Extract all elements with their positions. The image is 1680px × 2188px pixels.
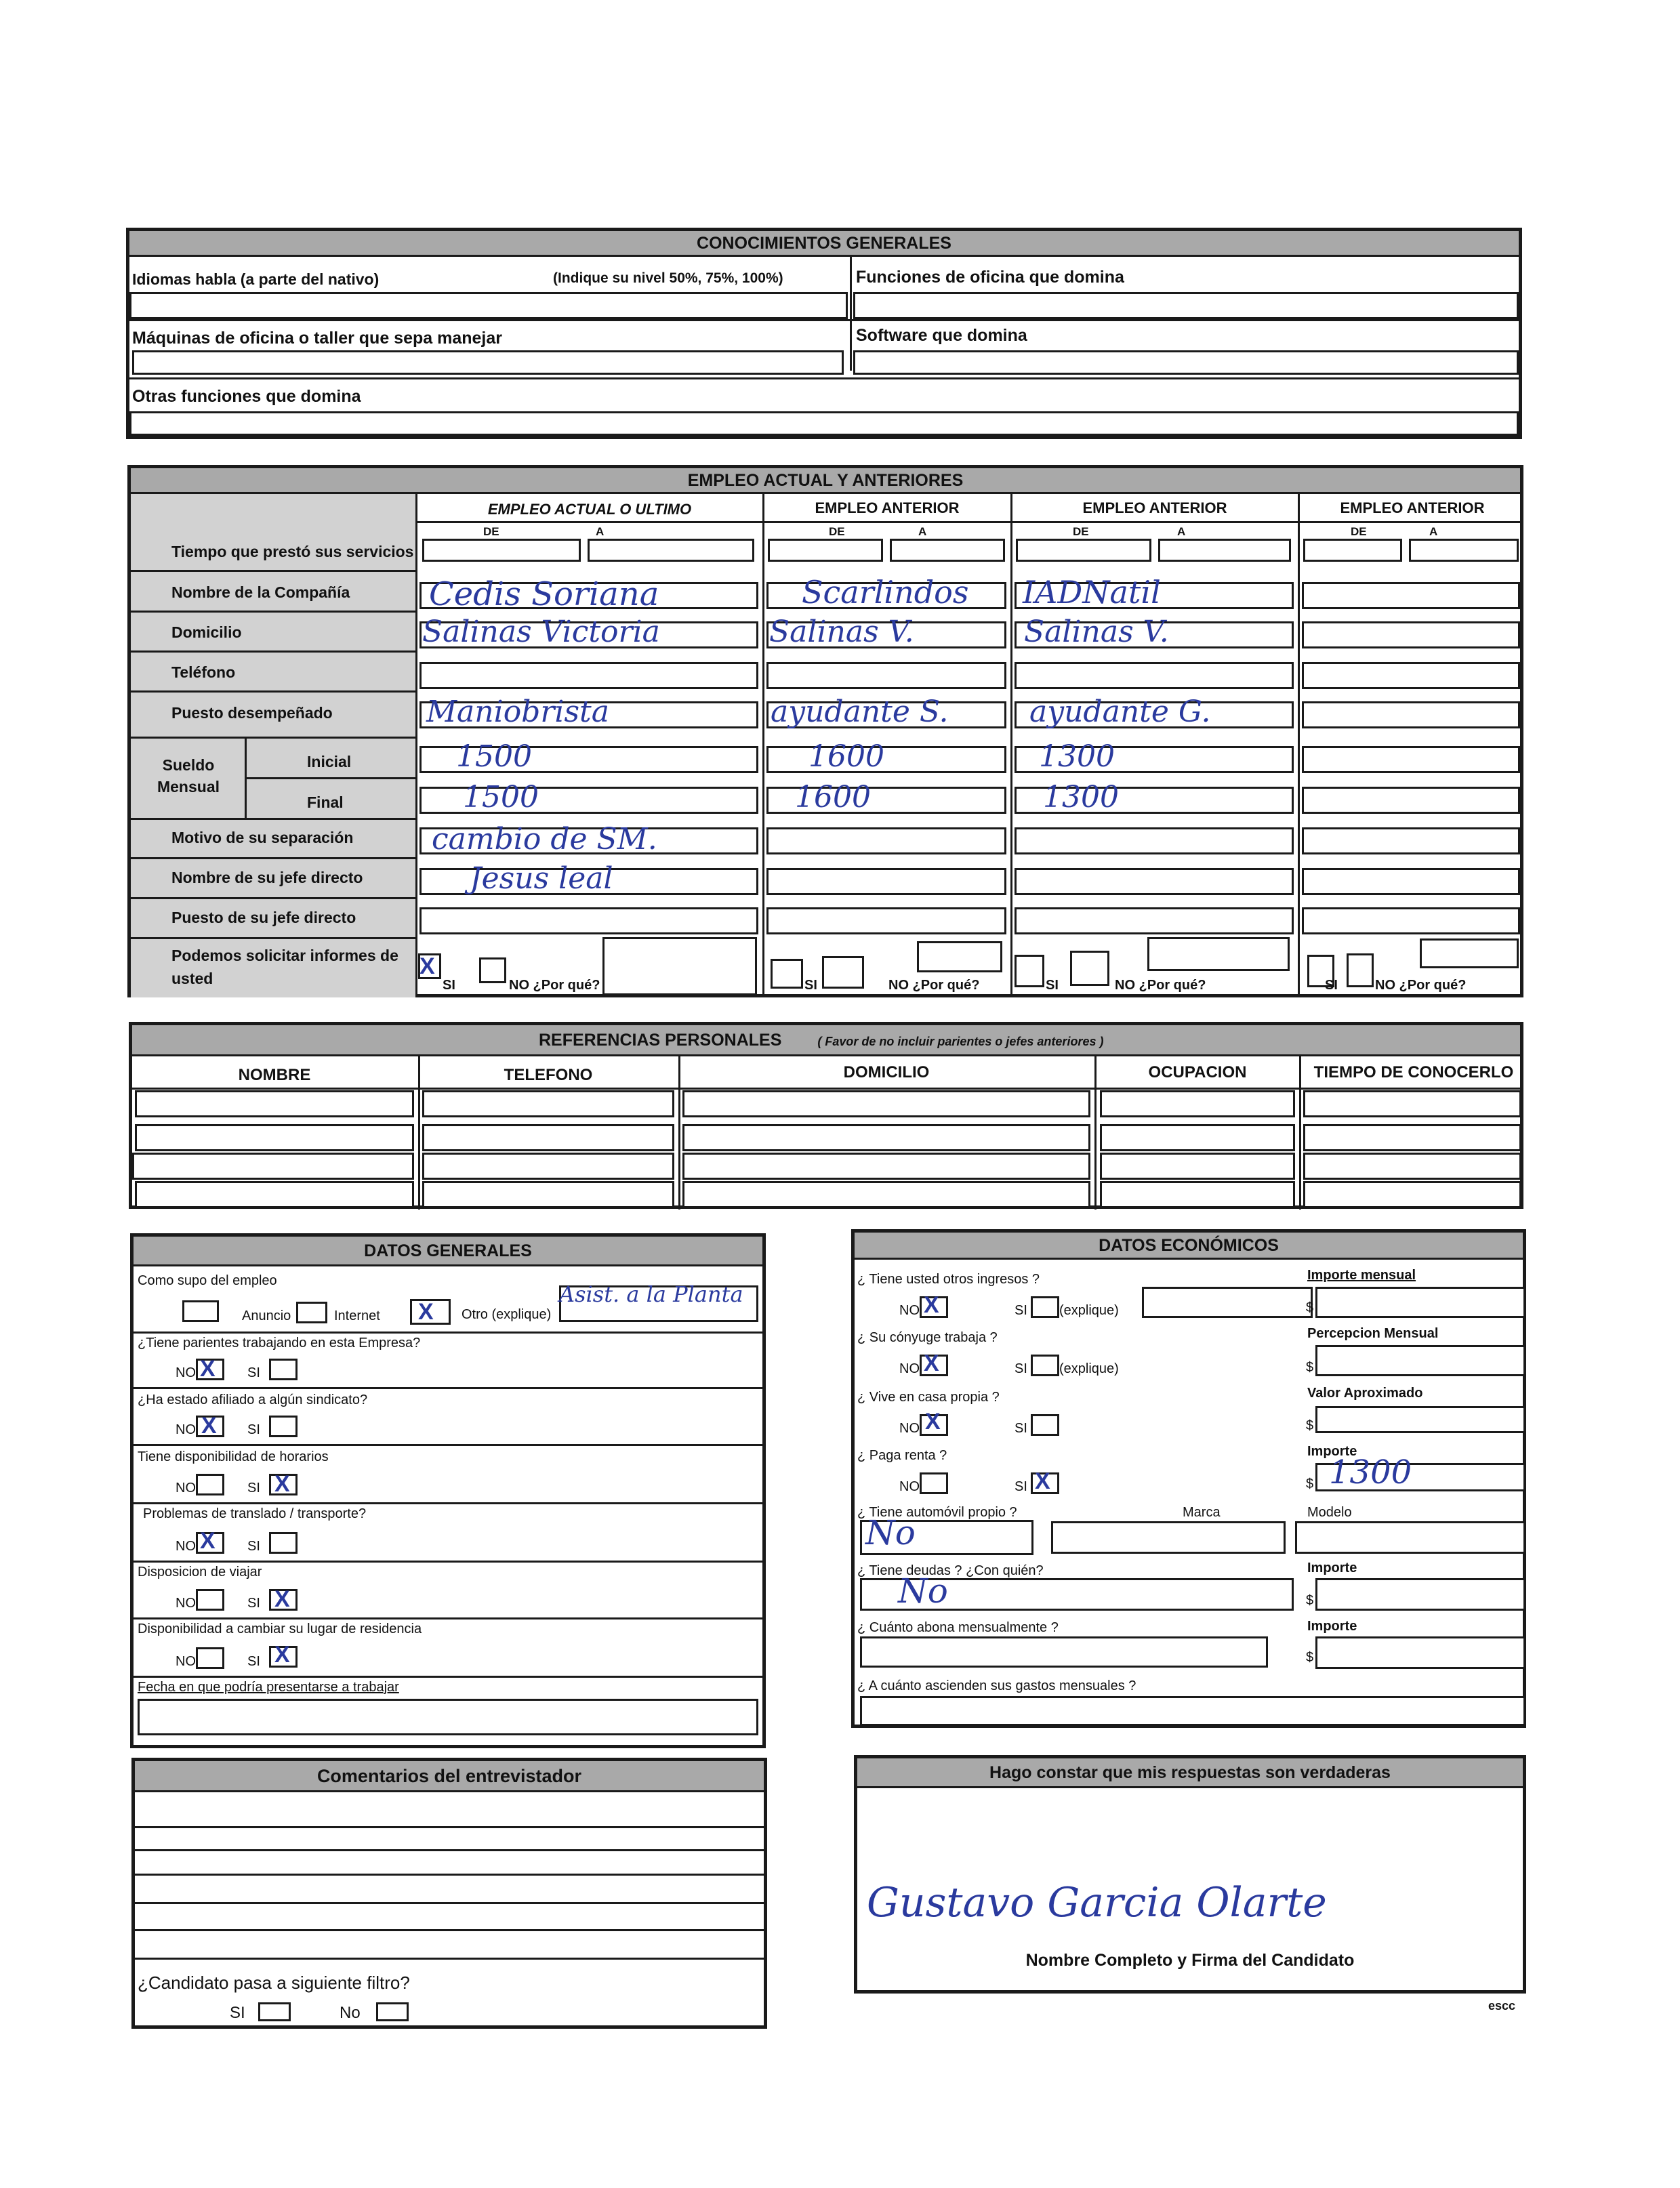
reference-time-field[interactable] xyxy=(1303,1124,1521,1151)
divider xyxy=(850,257,852,371)
dollar-sign: $ xyxy=(1306,1650,1314,1665)
si-label: SI xyxy=(247,1422,260,1437)
software-label: Software que domina xyxy=(856,326,1027,345)
dollar-sign: $ xyxy=(1306,1593,1314,1608)
internet-label: Internet xyxy=(334,1308,380,1323)
abona-field[interactable] xyxy=(860,1636,1268,1668)
inicial-field[interactable] xyxy=(766,746,1006,773)
divider xyxy=(134,1387,762,1389)
divider xyxy=(131,897,415,899)
de-field[interactable] xyxy=(1303,539,1402,562)
reference-name-field[interactable] xyxy=(135,1181,414,1208)
idiomas-field[interactable] xyxy=(129,292,848,319)
check-mark: X xyxy=(201,1413,217,1439)
explique-label: (explique) xyxy=(1059,1303,1119,1318)
no-label: NO xyxy=(899,1303,920,1318)
informes-porque-field[interactable] xyxy=(1420,938,1519,968)
reference-name-field[interactable] xyxy=(135,1124,414,1151)
reference-phone-field[interactable] xyxy=(422,1153,674,1180)
firma-caption: Nombre Completo y Firma del Candidato xyxy=(1025,1951,1355,1970)
reference-occupation-field[interactable] xyxy=(1100,1090,1295,1117)
importe-label: Importe xyxy=(1307,1619,1357,1634)
marca-field[interactable] xyxy=(1051,1521,1286,1554)
reference-occupation-field[interactable] xyxy=(1100,1153,1295,1180)
otras-field[interactable] xyxy=(129,411,1519,436)
viajar-label: Disposicion de viajar xyxy=(138,1565,262,1580)
si-label: SI xyxy=(1015,1361,1027,1376)
percepcion-label: Percepcion Mensual xyxy=(1307,1326,1439,1341)
motivo-value: cambio de SM. xyxy=(432,822,657,856)
inicial-value: 1500 xyxy=(456,739,532,774)
check-mark: X xyxy=(419,953,435,979)
puesto-jefe-field[interactable] xyxy=(1302,907,1520,934)
horarios-label: Tiene disponibilidad de horarios xyxy=(138,1449,329,1464)
no-label: NO xyxy=(176,1539,196,1554)
si-label: SI xyxy=(247,1481,260,1495)
sindicato-label: ¿Ha estado afiliado a algún sindicato? xyxy=(138,1392,368,1407)
inicial-value: 1600 xyxy=(808,739,884,774)
reference-time-field[interactable] xyxy=(1303,1090,1521,1117)
check-mark: X xyxy=(274,1642,290,1668)
sindicato-si-checkbox[interactable] xyxy=(269,1416,298,1437)
domicilio-value: Salinas V. xyxy=(1024,615,1169,649)
jefe-field[interactable] xyxy=(1015,868,1294,895)
fecha-label: Fecha en que podría presentarse a trabajar xyxy=(138,1680,399,1695)
no-label: NO xyxy=(176,1481,196,1495)
telefono-label: Teléfono xyxy=(171,663,236,681)
compania-value: Cedis Soriana xyxy=(429,575,659,613)
telefono-field[interactable] xyxy=(1302,662,1520,689)
divider xyxy=(1010,494,1012,997)
gastos-field[interactable] xyxy=(860,1696,1525,1726)
automovil-value: No xyxy=(865,1513,916,1552)
no-label: NO ¿Por qué? xyxy=(888,978,980,993)
importe-label: Importe xyxy=(1307,1444,1357,1459)
motivo-label: Motivo de su separación xyxy=(171,829,354,846)
divider xyxy=(131,857,415,859)
compania-value: IADNatil xyxy=(1023,574,1161,611)
filtro-question: ¿Candidato pasa a siguiente filtro? xyxy=(138,1973,410,1993)
de-label: DE xyxy=(829,525,845,538)
no-label: NO xyxy=(176,1365,196,1380)
divider xyxy=(1298,494,1300,997)
casa-label: ¿ Vive en casa propia ? xyxy=(857,1390,1000,1405)
divider xyxy=(762,494,764,997)
inicial-value: 1300 xyxy=(1039,739,1115,774)
no-label: NO ¿Por qué? xyxy=(1115,978,1206,993)
reference-time-field[interactable] xyxy=(1303,1153,1521,1180)
informes-no-checkbox[interactable] xyxy=(1347,953,1374,987)
anuncio-label: Anuncio xyxy=(242,1308,291,1323)
referencias-section xyxy=(129,1022,1523,1209)
jefe-label: Nombre de su jefe directo xyxy=(171,869,363,886)
reference-phone-field[interactable] xyxy=(422,1090,674,1117)
divider xyxy=(245,777,415,779)
divider xyxy=(131,651,415,653)
maquinas-field[interactable] xyxy=(132,350,844,375)
check-mark: X xyxy=(200,1356,216,1382)
de-field[interactable] xyxy=(768,539,883,562)
conyuge-si-checkbox[interactable] xyxy=(1031,1355,1059,1376)
renta-label: ¿ Paga renta ? xyxy=(857,1448,947,1463)
abona-label: ¿ Cuánto abona mensualmente ? xyxy=(857,1620,1059,1635)
internet-checkbox[interactable] xyxy=(296,1302,327,1323)
si-label: SI xyxy=(247,1539,260,1554)
final-label: Final xyxy=(307,793,344,811)
fecha-field[interactable] xyxy=(138,1699,758,1735)
ingresos-label: ¿ Tiene usted otros ingresos ? xyxy=(857,1272,1040,1287)
jefe-field[interactable] xyxy=(1302,868,1520,895)
inicial-label: Inicial xyxy=(307,753,352,770)
divider xyxy=(134,1561,762,1563)
filtro-si-checkbox[interactable] xyxy=(258,2002,291,2021)
divider xyxy=(129,377,1519,379)
check-mark: X xyxy=(924,1292,939,1318)
domicilio-value: Salinas V. xyxy=(769,615,914,649)
column-header: DOMICILIO xyxy=(843,1063,930,1081)
final-field[interactable] xyxy=(1302,787,1520,814)
de-label: DE xyxy=(1073,525,1089,538)
puesto-value: Maniobrista xyxy=(426,695,609,729)
deudas-importe-field[interactable] xyxy=(1315,1578,1525,1611)
divider xyxy=(131,937,415,939)
no-label: NO xyxy=(176,1422,196,1437)
informes-si-checkbox[interactable] xyxy=(1015,955,1044,987)
si-label: SI xyxy=(1325,978,1338,993)
importe-mensual-label: Importe mensual xyxy=(1307,1268,1416,1283)
reference-occupation-field[interactable] xyxy=(1100,1181,1295,1208)
parientes-label: ¿Tiene parientes trabajando en esta Empresa? xyxy=(138,1336,421,1350)
column-header: OCUPACION xyxy=(1148,1063,1247,1081)
puesto-jefe-label: Puesto de su jefe directo xyxy=(171,909,356,926)
dollar-sign: $ xyxy=(1306,1300,1314,1315)
casa-si-checkbox[interactable] xyxy=(1031,1414,1059,1436)
conyuge-label: ¿ Su cónyuge trabaja ? xyxy=(857,1330,998,1345)
informes-porque-field[interactable] xyxy=(1147,937,1290,971)
conocimientos-title: CONOCIMIENTOS GENERALES xyxy=(129,231,1519,257)
a-label: A xyxy=(1429,525,1438,538)
explique-label: (explique) xyxy=(1059,1361,1119,1376)
importe-mensual-field[interactable] xyxy=(1315,1287,1525,1318)
otras-label: Otras funciones que domina xyxy=(132,387,361,406)
funciones-label: Funciones de oficina que domina xyxy=(856,268,1124,287)
puesto-jefe-field[interactable] xyxy=(419,907,758,934)
datos-generales-title: DATOS GENERALES xyxy=(134,1237,762,1266)
comment-line xyxy=(135,1902,764,1904)
telefono-field[interactable] xyxy=(419,662,758,689)
comment-line xyxy=(135,1929,764,1931)
divider xyxy=(1299,1056,1301,1210)
anuncio-checkbox[interactable] xyxy=(182,1300,219,1322)
domicilio-value: Salinas Victoria xyxy=(422,615,660,649)
referencias-note: ( Favor de no incluir parientes o jefes anteriores ) xyxy=(817,1035,1104,1048)
conocimientos-section xyxy=(126,228,1522,439)
no-label: NO ¿Por qué? xyxy=(1375,978,1467,993)
informes-no-checkbox[interactable] xyxy=(822,956,864,989)
otro-explique-value: Asist. a la Planta xyxy=(559,1281,743,1307)
a-field[interactable] xyxy=(890,539,1005,562)
comment-line xyxy=(135,1849,764,1851)
puesto-value: ayudante S. xyxy=(771,695,949,729)
viajar-no-checkbox[interactable] xyxy=(196,1589,224,1611)
deudas-label: ¿ Tiene deudas ? ¿Con quién? xyxy=(857,1563,1044,1578)
divider xyxy=(1094,1056,1097,1210)
dollar-sign: $ xyxy=(1306,1477,1314,1491)
idiomas-label: Idiomas habla (a parte del nativo) xyxy=(132,270,380,288)
a-field[interactable] xyxy=(1409,539,1519,562)
datos-economicos-title: DATOS ECONÓMICOS xyxy=(855,1233,1523,1260)
renta-importe-value: 1300 xyxy=(1329,1453,1412,1491)
domicilio-field[interactable] xyxy=(1302,621,1520,648)
dollar-sign: $ xyxy=(1306,1418,1314,1433)
no-label: NO xyxy=(176,1596,196,1611)
reference-name-field[interactable] xyxy=(132,1153,414,1180)
empleo-title: EMPLEO ACTUAL Y ANTERIORES xyxy=(131,468,1520,494)
divider xyxy=(134,1332,762,1334)
divider xyxy=(415,494,417,997)
puesto-jefe-field[interactable] xyxy=(1015,907,1294,934)
a-label: A xyxy=(1177,525,1186,538)
column-header: EMPLEO ANTERIOR xyxy=(815,499,960,516)
ingresos-si-checkbox[interactable] xyxy=(1031,1296,1059,1318)
de-label: DE xyxy=(1351,525,1367,538)
datos-generales-section xyxy=(130,1233,766,1748)
si-label: SI xyxy=(1046,978,1059,993)
deudas-value: No xyxy=(898,1571,948,1611)
abona-importe-field[interactable] xyxy=(1315,1636,1525,1669)
informes-no-checkbox[interactable] xyxy=(1070,951,1109,986)
informes-si-checkbox[interactable] xyxy=(771,959,803,989)
no-label: NO xyxy=(899,1479,920,1494)
column-header: EMPLEO ANTERIOR xyxy=(1082,499,1227,516)
residencia-no-checkbox[interactable] xyxy=(196,1647,224,1669)
automovil-label: ¿ Tiene automóvil propio ? xyxy=(857,1505,1017,1520)
telefono-field[interactable] xyxy=(766,662,1006,689)
reference-name-field[interactable] xyxy=(135,1090,414,1117)
check-mark: X xyxy=(1035,1468,1050,1494)
no-label: NO ¿Por qué? xyxy=(509,978,600,993)
column-header: EMPLEO ANTERIOR xyxy=(1340,499,1485,516)
reference-address-field[interactable] xyxy=(682,1153,1090,1180)
idiomas-hint: (Indique su nivel 50%, 75%, 100%) xyxy=(553,270,783,286)
final-value: 1300 xyxy=(1043,780,1119,814)
check-mark: X xyxy=(418,1299,434,1325)
funciones-field[interactable] xyxy=(853,292,1519,319)
reference-address-field[interactable] xyxy=(682,1090,1090,1117)
no-label: NO xyxy=(176,1654,196,1669)
motivo-field[interactable] xyxy=(766,827,1006,854)
reference-time-field[interactable] xyxy=(1303,1181,1521,1208)
no-label: NO xyxy=(899,1421,920,1436)
informes-no-checkbox[interactable] xyxy=(479,957,506,983)
maquinas-label: Máquinas de oficina o taller que sepa manejar xyxy=(132,329,502,348)
filtro-no-checkbox[interactable] xyxy=(376,2002,409,2021)
check-mark: X xyxy=(274,1586,290,1612)
check-mark: X xyxy=(924,1350,939,1376)
jefe-field[interactable] xyxy=(766,868,1006,895)
marca-label: Marca xyxy=(1183,1505,1221,1520)
referencias-title: REFERENCIAS PERSONALES xyxy=(539,1031,782,1050)
no-label: NO xyxy=(899,1361,920,1376)
telefono-field[interactable] xyxy=(1015,662,1294,689)
importe-label: Importe xyxy=(1307,1561,1357,1575)
inicial-field[interactable] xyxy=(1302,746,1520,773)
transporte-label: Problemas de translado / transporte? xyxy=(143,1506,367,1521)
residencia-label: Disponibilidad a cambiar su lugar de residencia xyxy=(138,1622,422,1636)
valor-label: Valor Aproximado xyxy=(1307,1386,1423,1401)
puesto-label: Puesto desempeñado xyxy=(171,704,333,722)
informes-porque-field[interactable] xyxy=(602,937,757,995)
compania-value: Scarlindos xyxy=(802,574,969,611)
puesto-jefe-field[interactable] xyxy=(766,907,1006,934)
divider xyxy=(131,611,415,613)
divider xyxy=(134,1676,762,1678)
si-label: SI xyxy=(230,2004,245,2022)
motivo-field[interactable] xyxy=(1015,827,1294,854)
otro-label: Otro (explique) xyxy=(462,1307,552,1322)
final-value: 1500 xyxy=(463,780,539,814)
comment-line xyxy=(135,1874,764,1876)
percepcion-field[interactable] xyxy=(1315,1345,1525,1376)
si-label: SI xyxy=(247,1365,260,1380)
puesto-value: ayudante G. xyxy=(1029,695,1211,729)
column-header: TELEFONO xyxy=(504,1066,593,1084)
referencias-header xyxy=(132,1025,1520,1056)
informes-label: Podemos solicitar informes de usted xyxy=(171,947,398,987)
divider xyxy=(134,1617,762,1619)
gastos-label: ¿ A cuánto ascienden sus gastos mensuales ? xyxy=(857,1678,1136,1693)
de-field[interactable] xyxy=(1016,539,1151,562)
reference-address-field[interactable] xyxy=(682,1124,1090,1151)
informes-porque-field[interactable] xyxy=(917,941,1002,972)
comentarios-section xyxy=(131,1758,767,2029)
domicilio-label: Domicilio xyxy=(171,623,242,641)
check-mark: X xyxy=(200,1528,216,1554)
reference-address-field[interactable] xyxy=(682,1181,1090,1208)
datos-economicos-section xyxy=(851,1229,1526,1728)
firma-title: Hago constar que mis respuestas son verdaderas xyxy=(857,1758,1523,1788)
final-value: 1600 xyxy=(795,780,871,814)
dollar-sign: $ xyxy=(1306,1360,1314,1375)
modelo-field[interactable] xyxy=(1295,1521,1525,1554)
tiempo-label: Tiempo que prestó sus servicios xyxy=(171,543,414,560)
comment-line xyxy=(135,1826,764,1828)
divider xyxy=(415,521,1520,523)
divider xyxy=(131,818,415,820)
a-field[interactable] xyxy=(1158,539,1291,562)
no-label: No xyxy=(340,2004,361,2022)
a-label: A xyxy=(596,525,605,538)
divider xyxy=(131,570,415,572)
modelo-label: Modelo xyxy=(1307,1505,1352,1520)
a-label: A xyxy=(918,525,927,538)
si-label: SI xyxy=(443,978,455,993)
sueldo-label: Sueldo Mensual xyxy=(157,756,220,796)
ingresos-explique-field[interactable] xyxy=(1142,1287,1313,1318)
signature: Gustavo Garcia Olarte xyxy=(867,1879,1327,1926)
compania-field[interactable] xyxy=(1302,582,1520,609)
como-supo-label: Como supo del empleo xyxy=(138,1273,277,1288)
divider xyxy=(132,1088,1520,1090)
de-label: DE xyxy=(483,525,499,538)
renta-no-checkbox[interactable] xyxy=(920,1472,948,1494)
reference-phone-field[interactable] xyxy=(422,1124,674,1151)
divider xyxy=(131,737,415,739)
jefe-value: Jesus leal xyxy=(470,861,613,896)
puesto-field[interactable] xyxy=(1302,701,1520,728)
form-code: escc xyxy=(1488,1999,1516,2012)
horarios-no-checkbox[interactable] xyxy=(196,1474,224,1495)
parientes-si-checkbox[interactable] xyxy=(269,1359,298,1380)
reference-occupation-field[interactable] xyxy=(1100,1124,1295,1151)
a-field[interactable] xyxy=(588,539,754,562)
software-field[interactable] xyxy=(853,350,1519,375)
motivo-field[interactable] xyxy=(1302,827,1520,854)
si-label: SI xyxy=(1015,1303,1027,1318)
comentarios-title: Comentarios del entrevistador xyxy=(135,1761,764,1792)
si-label: SI xyxy=(1015,1421,1027,1436)
si-label: SI xyxy=(247,1596,260,1611)
column-header: NOMBRE xyxy=(238,1066,311,1084)
si-label: SI xyxy=(804,978,817,993)
divider xyxy=(134,1444,762,1446)
check-mark: X xyxy=(925,1409,941,1434)
column-header: TIEMPO DE CONOCERLO xyxy=(1313,1063,1514,1081)
check-mark: X xyxy=(274,1471,290,1497)
transporte-si-checkbox[interactable] xyxy=(269,1532,298,1554)
divider xyxy=(131,690,415,693)
reference-phone-field[interactable] xyxy=(422,1181,674,1208)
firma-section xyxy=(854,1755,1526,1994)
si-label: SI xyxy=(1015,1479,1027,1494)
comment-line xyxy=(135,1958,764,1960)
si-label: SI xyxy=(247,1654,260,1669)
empleo-section xyxy=(127,465,1523,997)
column-header: EMPLEO ACTUAL O ULTIMO xyxy=(487,501,692,518)
de-field[interactable] xyxy=(422,539,581,562)
valor-field[interactable] xyxy=(1315,1406,1525,1433)
divider xyxy=(134,1502,762,1504)
divider xyxy=(129,319,1519,321)
compania-label: Nombre de la Compañía xyxy=(171,583,350,601)
